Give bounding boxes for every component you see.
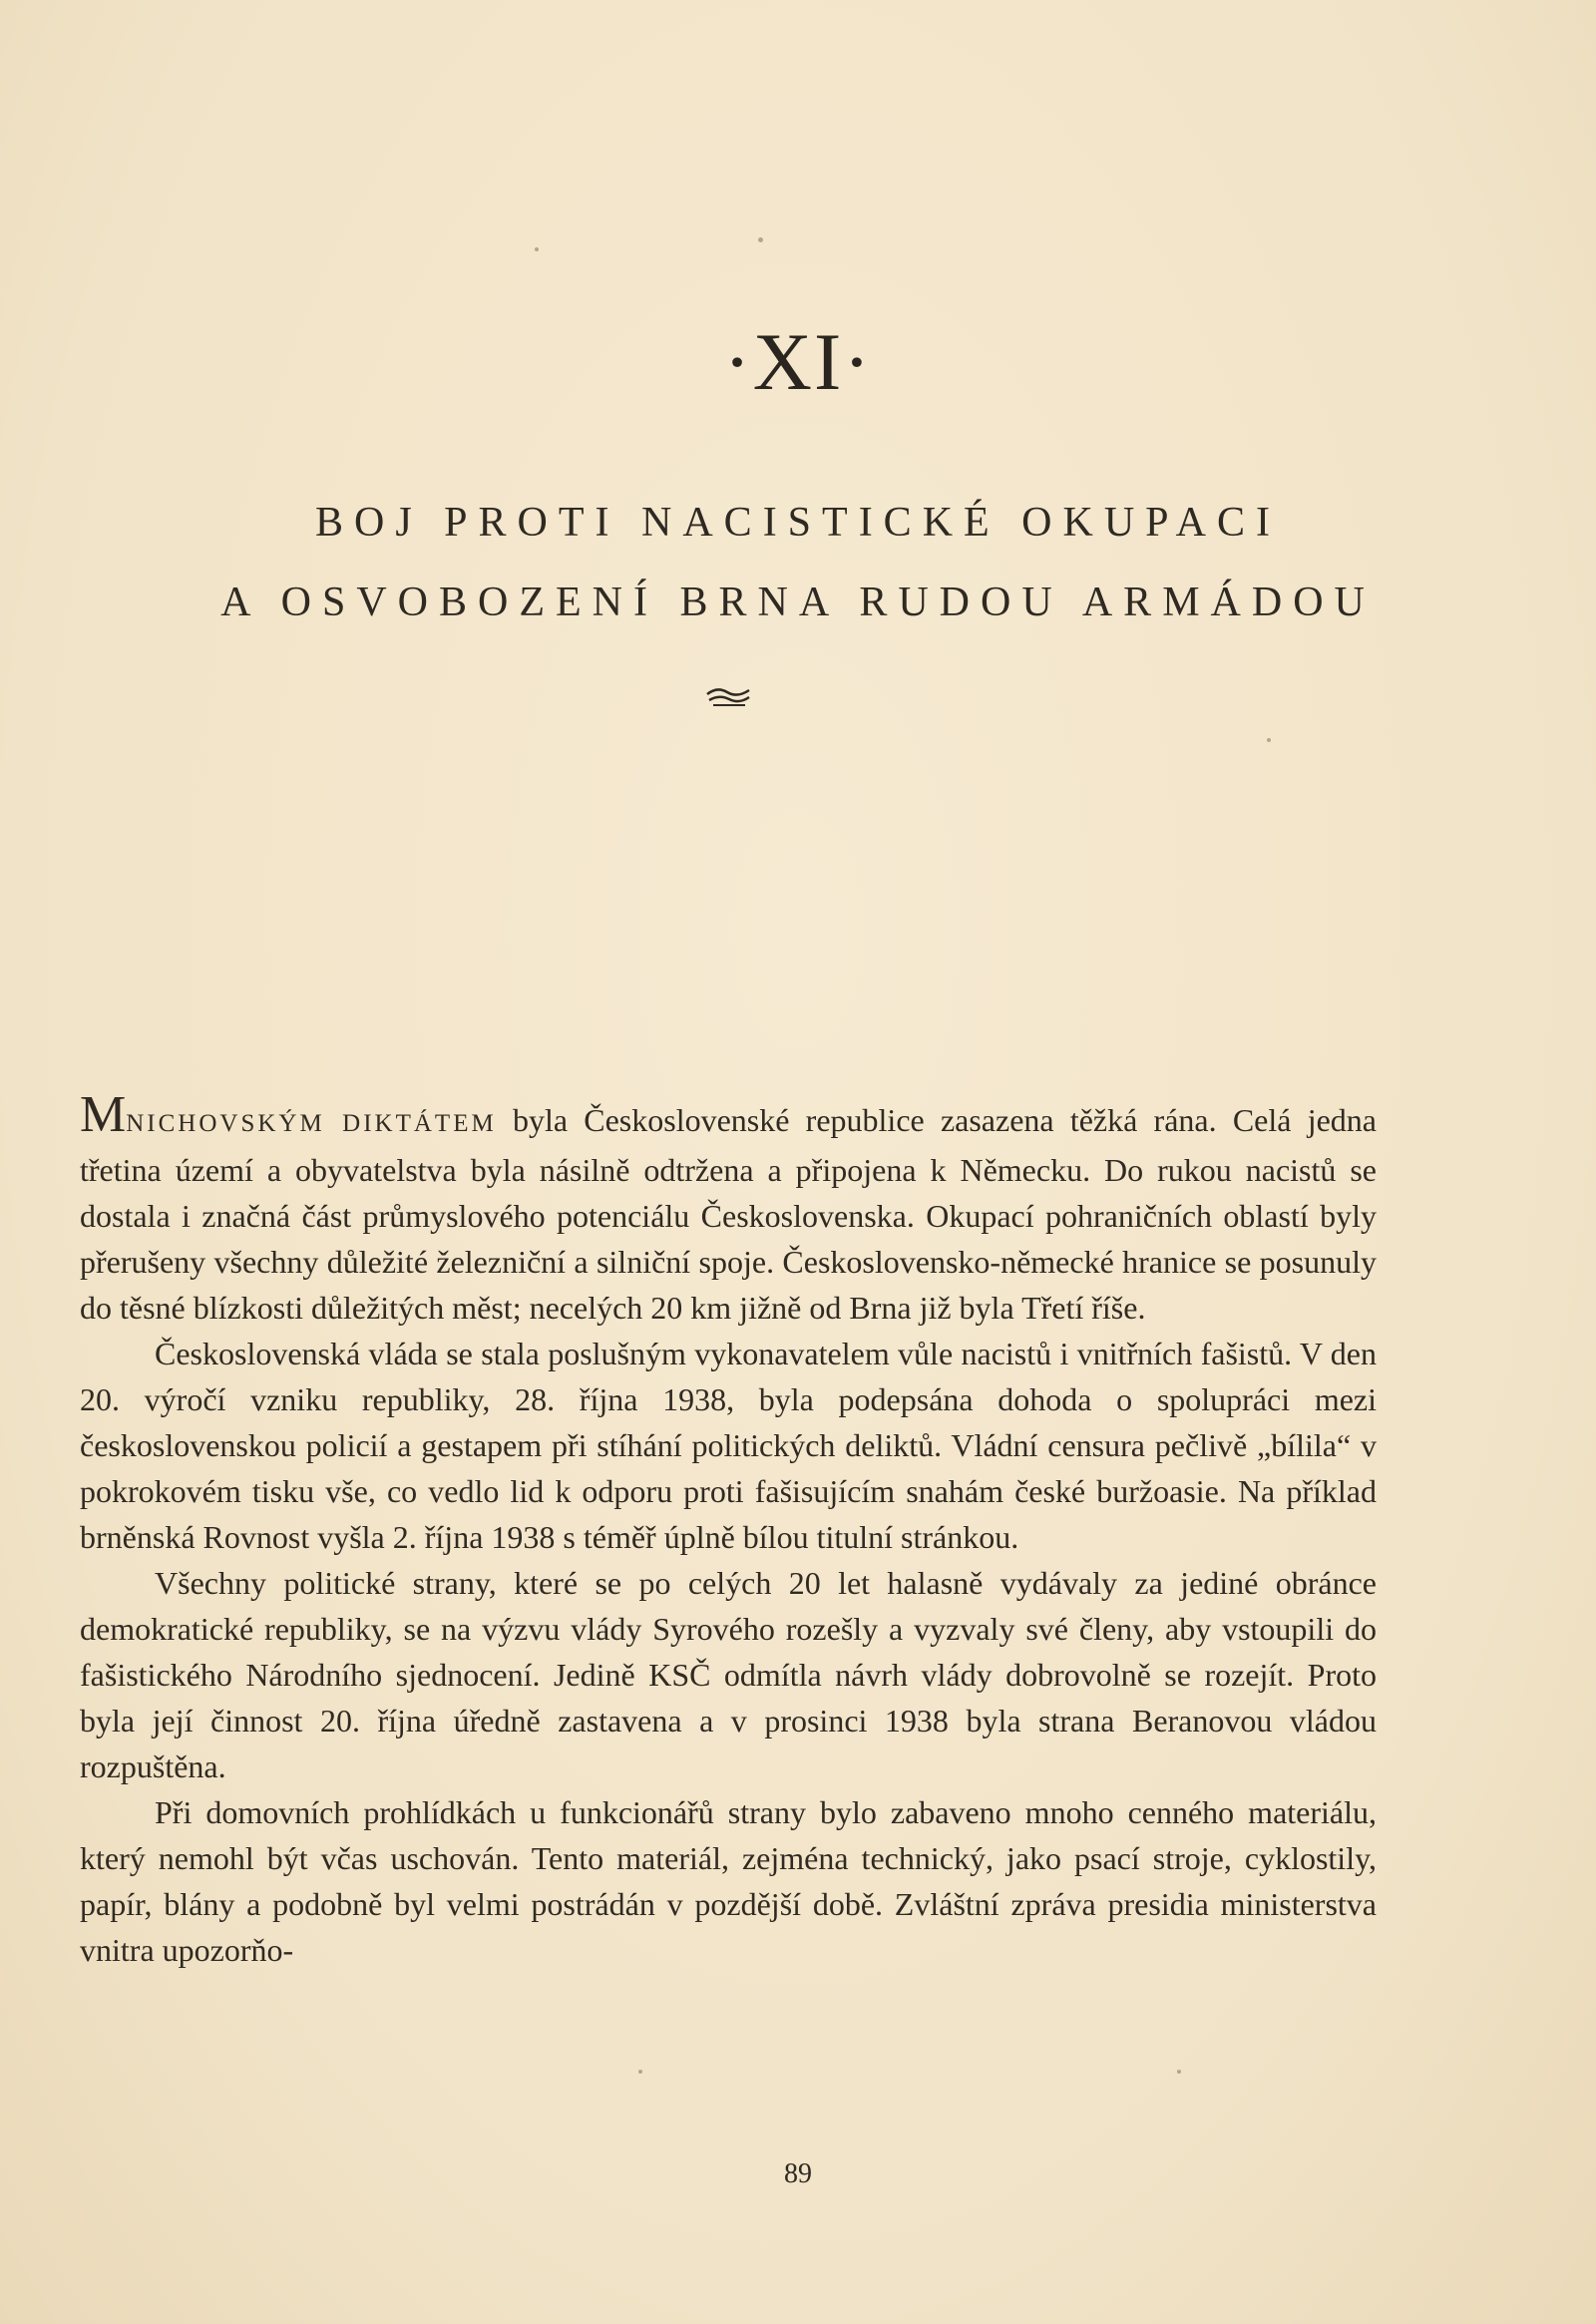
paragraph-1 [80, 1086, 1377, 1331]
paper-speck [758, 237, 763, 242]
paragraph-4: Při domovních prohlídkách u funkcionářů strany bylo zabaveno mnoho cenného materiálu, který nemohl být včas uschován. Tento materiál, zejména technický, jako psací stroje, cyklostily, papír, blány a podobně byl velmi postrádán v pozdější době. Zvláštní zpráva presidia ministerstva vnitra upozorňo- [80, 1794, 1377, 1968]
drop-initial: M [80, 1086, 127, 1143]
paper-speck [1267, 738, 1271, 742]
paragraph-1-text: byla Československé republice zasazena těžká rána. Celá jedna třetina území a obyvatelstva byla násilně odtržena a připojena k Německu. Do rukou nacistů se dostala i značná část průmyslového potenciálu Československa. Okupací pohraničních oblastí byly přerušeny všechny důležité železniční a silniční spoje. Československo-německé hranice se posunuly do těsné blízkosti důležitých měst; necelých 20 km jižně od Brna již byla Třetí říše. [80, 1102, 1377, 1326]
opening-smallcaps: NICHOVSKÝM DIKTÁTEM [126, 1110, 497, 1137]
paper-speck [638, 2070, 642, 2074]
body-text [80, 1086, 1377, 1973]
paper-speck [1177, 2070, 1181, 2074]
chapter-title-line-1: BOJ PROTI NACISTICKÉ OKUPACI [314, 500, 1282, 546]
chapter-number: ·XI· [723, 316, 873, 407]
paragraph-3: Všechny politické strany, které se po celých 20 let halasně vydávaly za jediné obránce demokratické republiky, se na výzvu vlády Syrového rozešly a vyzvaly své členy, aby vstoupili do fašistického Národního sjednocení. Jedině KSČ odmítla návrh vlády dobrovolně se rozejít. Proto byla její činnost 20. října úředně zastavena a v prosinci 1938 byla strana Beranovou vládou rozpuštěna. [80, 1565, 1377, 1784]
chapter-title-line-2: A OSVOBOZENÍ BRNA RUDOU ARMÁDOU [220, 580, 1376, 625]
wave-ornament-icon [703, 682, 753, 712]
page-number: 89 [784, 2158, 812, 2189]
paragraph-2: Československá vláda se stala poslušným vykonavatelem vůle nacistů i vnitřních fašistů. V den 20. výročí vzniku republiky, 28. října 1938, byla podepsána dohoda o spolupráci mezi československou policií a gestapem při stíhání politických deliktů. Vládní censura pečlivě „bílila“ v pokrokovém tisku vše, co vedlo lid k odporu proti fašisujícím snahám české buržoasie. Na příklad brněnská Rovnost vyšla 2. října 1938 s téměř úplně bílou titulní stránkou. [80, 1336, 1377, 1555]
paper-speck [535, 247, 539, 251]
